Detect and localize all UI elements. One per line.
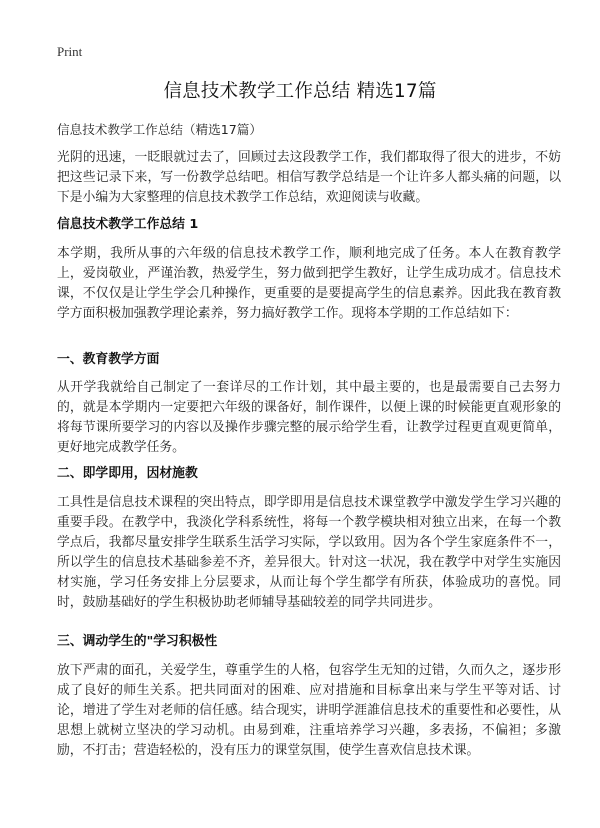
section-heading-4: 三、调动学生的"学习积极性 xyxy=(57,634,218,649)
document-subtitle: 信息技术教学工作总结（精选17篇） xyxy=(57,122,262,137)
page-title: 信息技术教学工作总结 精选17篇 xyxy=(163,81,437,102)
section-paragraph-3: 工具性是信息技术课程的突出特点，即学即用是信息技术课堂教学中激发学生学习兴趣的重要手段。在教学中，我淡化学科系统性，将每一个教学模块相对独立出来，在每一个教学点后，我都尽量安排学生联系生活学习实际，学以致用。因为各个学生家庭条件不一，所以学生的信息技术基础参差不齐，差异很大。针对这一状况，我在教学中对学生实施因材实施，学习任务安排上分层要求，从而让每个学生都学有所获，体验成功的喜悦。同时，鼓励基础好的学生积极协助老师辅导基础较差的同学共同进步。 xyxy=(57,495,561,610)
section-heading-1: 信息技术教学工作总结 1 xyxy=(57,217,199,232)
section-paragraph-4: 放下严肃的面孔，关爱学生，尊重学生的人格，包容学生无知的过错，久而久之，逐步形成了良好的师生关系。把共同面对的困难、应对措施和目标拿出来与学生平等对话、讨论，增进了学生对老师的信任感。结合现实，讲明学涯誰信息技术的重要性和必要性，从思想上就树立坚决的学习动机。由易到难，注重培养学习兴趣，多表扬，不偏袒；多激励，不打击；营造轻松的，没有压力的课堂氛围，使学生喜欢信息技术课。 xyxy=(57,663,561,758)
intro-paragraph: 光阴的迅速，一眨眼就过去了，回顾过去这段教学工作，我们都取得了很大的进步，不妨把这些记录下来，写一份教学总结吧。相信写教学总结是一个让许多人都头痛的问题，以下是小编为大家整理的信息技术教学工作总结，欢迎阅读与收藏。 xyxy=(57,150,561,205)
section-heading-2: 一、教育教学方面 xyxy=(57,352,160,367)
section-heading-3: 二、即学即用，因材施教 xyxy=(57,466,198,481)
section-paragraph-2: 从开学我就给自己制定了一套详尽的工作计划，其中最主要的，也是最需要自己去努力的，就是本学期内一定要把六年级的课备好，制作课件，以便上课的时候能更直观形象的将每节课所要学习的内容以及操作步骤完整的展示给学生看，让教学过程更直观更简单，更好地完成教学任务。 xyxy=(57,380,561,455)
print-link[interactable]: Print xyxy=(57,44,83,59)
section-paragraph-1: 本学期，我所从事的六年级的信息技术教学工作，顺利地完成了任务。本人在教育教学上，爱岗敬业，严谨治教，热爱学生，努力做到把学生教好，让学生成功成才。信息技术课，不仅仅是让学生学会几种操作，更重要的是要提高学生的信息素养。因此我在教育教学方面积极加强教学理论素养，努力搞好教学工作。现将本学期的工作总结如下： xyxy=(57,246,561,321)
